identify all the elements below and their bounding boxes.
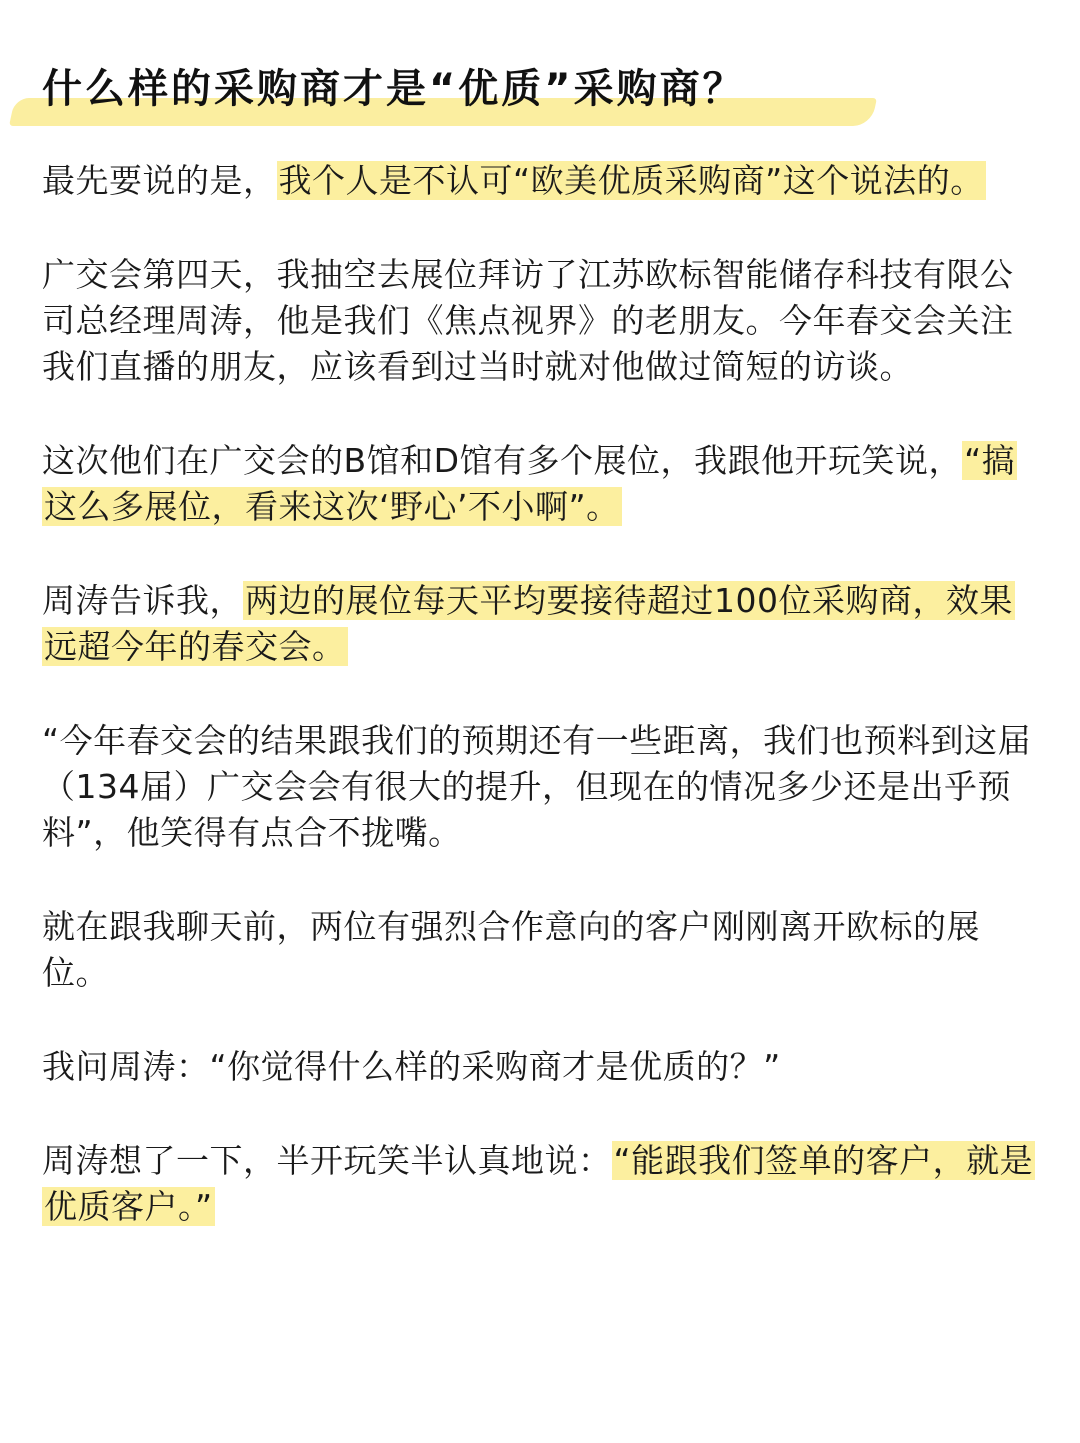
paragraph-1 [42, 158, 1042, 204]
paragraph-2 [42, 252, 1042, 390]
paragraph-8-text: 周涛想了一下，半开玩笑半认真地说： [42, 1141, 612, 1180]
paragraph-4 [42, 578, 1042, 670]
paragraph-1-text: 最先要说的是， [42, 161, 277, 200]
paragraph-2-text: 广交会第四天，我抽空去展位拜访了江苏欧标智能储存科技有限公司总经理周涛，他是我们《焦点视界》的老朋友。今年春交会关注我们直播的朋友，应该看到过当时就对他做过简短的访谈。 [42, 255, 1014, 386]
paragraph-5 [42, 718, 1042, 856]
paragraph-3-highlight: “搞这么多展位，看来这次‘野心’不小啊”。 [44, 441, 1016, 526]
paragraph-4-highlight: 两边的展位每天平均要接待超过100位采购商，效果远超今年的春交会。 [44, 581, 1013, 666]
article-body [42, 158, 1042, 1278]
page-title: 什么样的采购商才是“优质”采购商？ [42, 66, 746, 112]
paragraph-8-highlight: “能跟我们签单的客户，就是优质客户。” [44, 1141, 1034, 1226]
paragraph-8 [42, 1138, 1042, 1230]
paragraph-6 [42, 904, 1042, 996]
paragraph-6-text: 就在跟我聊天前，两位有强烈合作意向的客户刚刚离开欧标的展位。 [42, 907, 980, 992]
paragraph-7 [42, 1044, 1042, 1090]
paragraph-4-text: 周涛告诉我， [42, 581, 243, 620]
paragraph-3 [42, 438, 1042, 530]
title-block [12, 58, 882, 138]
paragraph-5-text: “今年春交会的结果跟我们的预期还有一些距离，我们也预料到这届（134届）广交会会有很大的提升，但现在的情况多少还是出乎预料”，他笑得有点合不拢嘴。 [42, 721, 1032, 852]
paragraph-7-text: 我问周涛：“你觉得什么样的采购商才是优质的？” [42, 1047, 781, 1086]
paragraph-3-text: 这次他们在广交会的B馆和D馆有多个展位，我跟他开玩笑说， [42, 441, 963, 480]
paragraph-1-highlight: 我个人是不认可“欧美优质采购商”这个说法的。 [278, 161, 984, 200]
